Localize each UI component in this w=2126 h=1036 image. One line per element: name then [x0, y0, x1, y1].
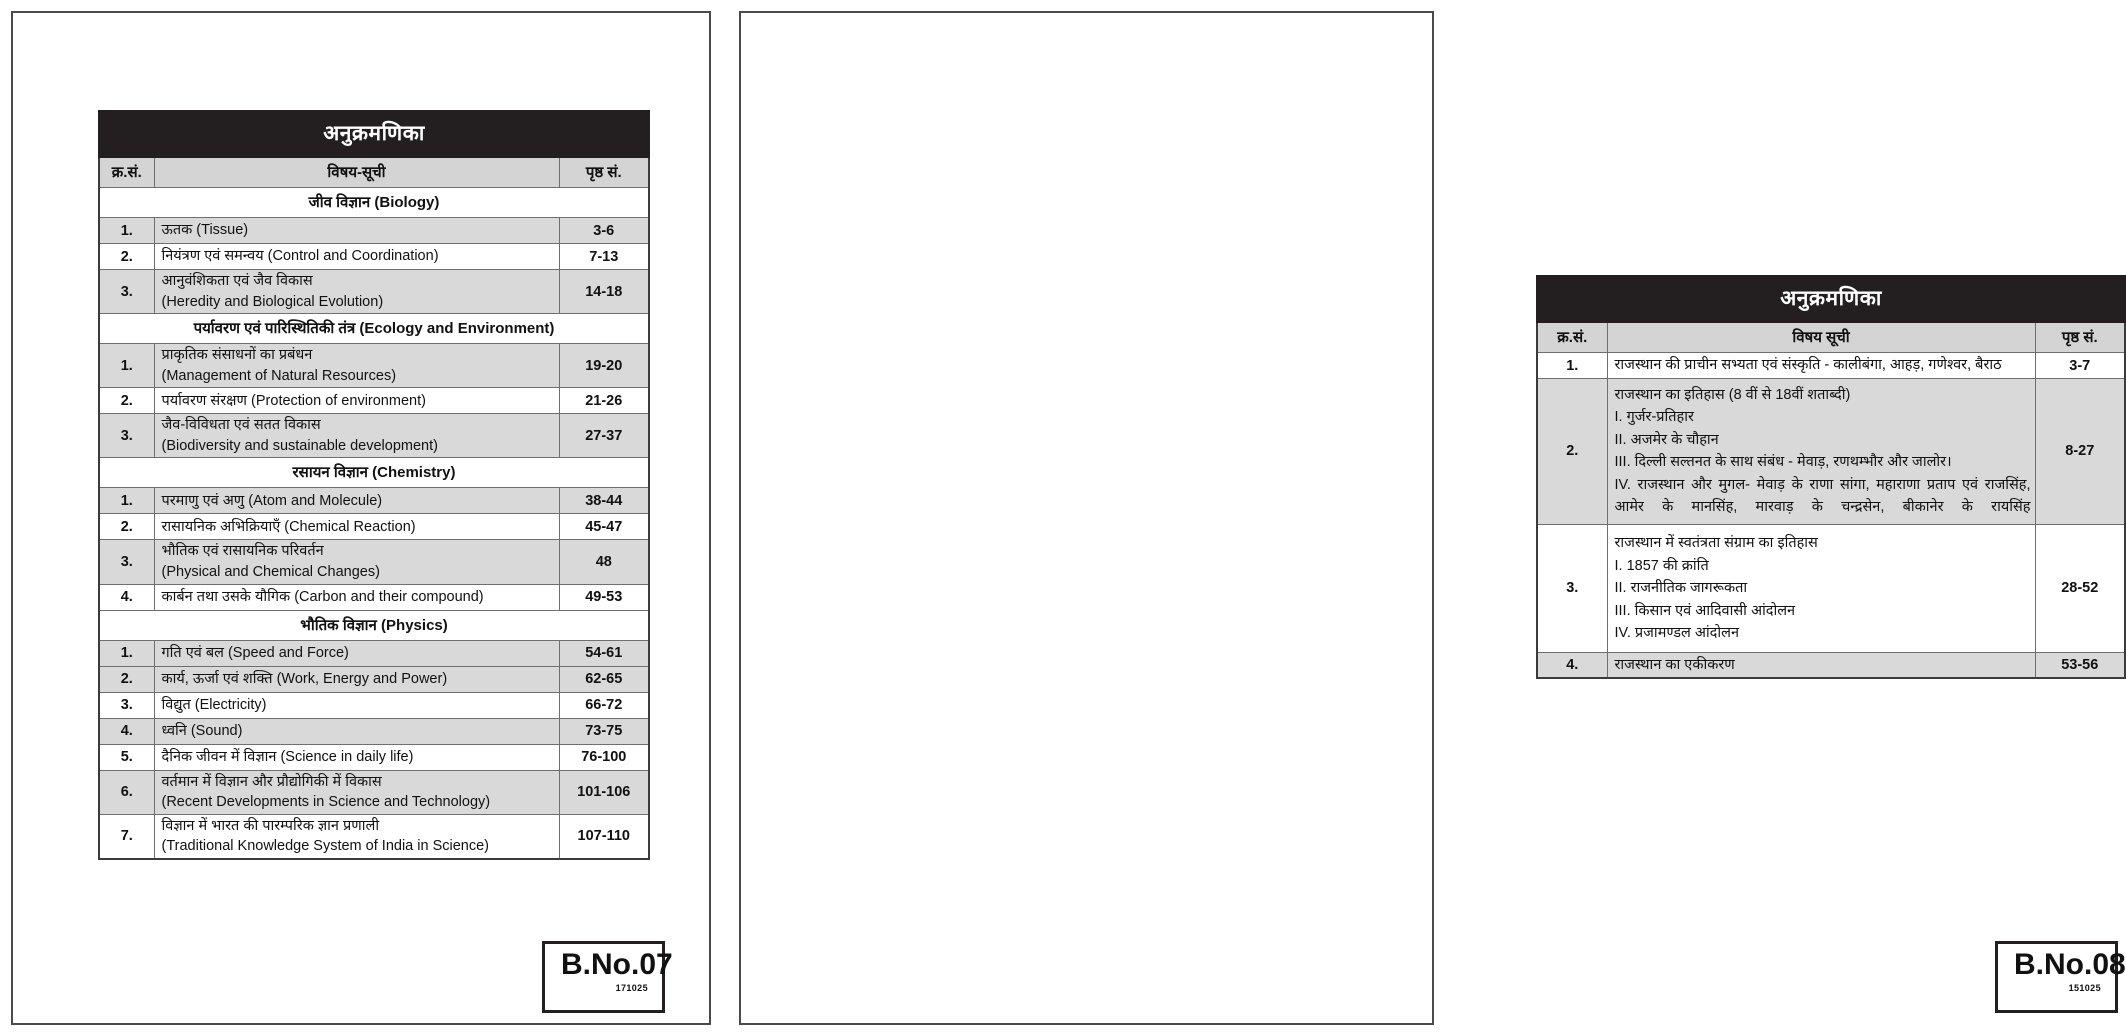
booklet-number-stamp-right	[1995, 941, 2126, 1013]
row-subitem: IV. राजस्थान और मुगल- मेवाड़ के राणा सांगा, महाराणा प्रताप एवं राजसिंह, आमेर के मानसिंह, मारवाड़ के चन्द्रसेन, बीकानेर के रायसिंह	[1614, 476, 2031, 516]
row-page: 73-75	[559, 718, 649, 744]
table-row	[99, 218, 649, 244]
row-page: 27-37	[559, 414, 649, 458]
row-sno: 1.	[1537, 353, 1607, 379]
page-left	[11, 11, 711, 1025]
row-subject: ऊतक (Tissue)	[154, 218, 559, 244]
table-row	[99, 244, 649, 270]
table-row	[99, 744, 649, 770]
row-page: 53-56	[2035, 652, 2125, 678]
row-page: 49-53	[559, 584, 649, 610]
row-page: 28-52	[2035, 524, 2125, 652]
booklet-number-label: B.No.07	[561, 948, 673, 981]
row-sno: 7.	[99, 814, 154, 859]
row-subject: प्राकृतिक संसाधनों का प्रबंधन (Management of Natural Resources)	[154, 344, 559, 388]
row-page: 62-65	[559, 666, 649, 692]
table-row	[99, 640, 649, 666]
row-sno: 2.	[99, 514, 154, 540]
row-subject: जैव-विविधता एवं सतत विकास (Biodiversity and sustainable development)	[154, 414, 559, 458]
row-subject	[1607, 524, 2035, 652]
row-page: 76-100	[559, 744, 649, 770]
section-header-chemistry: रसायन विज्ञान (Chemistry)	[99, 458, 649, 488]
row-subject: विद्युत (Electricity)	[154, 692, 559, 718]
row-page: 107-110	[559, 814, 649, 859]
section-header-biology: जीव विज्ञान (Biology)	[99, 188, 649, 218]
table-row	[99, 388, 649, 414]
table-row	[99, 814, 649, 859]
row-subitem: IV. प्रजामण्डल आंदोलन	[1614, 625, 1740, 642]
row-subject: रासायनिक अभिक्रियाएँ (Chemical Reaction)	[154, 514, 559, 540]
row-sno: 4.	[1537, 652, 1607, 678]
row-page: 8-27	[2035, 379, 2125, 525]
table-of-contents-science	[98, 110, 650, 860]
row-sno: 4.	[99, 584, 154, 610]
row-page: 19-20	[559, 344, 649, 388]
section-header-ecology: पर्यावरण एवं पारिस्थितिकी तंत्र (Ecology and Environment)	[99, 314, 649, 344]
row-page: 3-6	[559, 218, 649, 244]
row-sno: 2.	[99, 388, 154, 414]
row-sno: 3.	[99, 270, 154, 314]
booklet-date-code: 171025	[615, 983, 648, 993]
row-subject: वर्तमान में विज्ञान और प्रौद्योगिकी में विकास (Recent Developments in Science and Technology)	[154, 770, 559, 814]
section-header-physics: भौतिक विज्ञान (Physics)	[99, 610, 649, 640]
row-page: 21-26	[559, 388, 649, 414]
row-sno: 1.	[99, 640, 154, 666]
row-subitem: III. दिल्ली सल्तनत के साथ संबंध - मेवाड़, रणथम्भौर और जालोर।	[1614, 454, 1952, 471]
table-row	[99, 666, 649, 692]
row-subject-heading: राजस्थान का इतिहास (8 वीं से 18वीं शताब्दी)	[1614, 387, 1851, 403]
row-subitem: II. अजमेर के चौहान	[1614, 431, 1719, 448]
row-subject: कार्बन तथा उसके यौगिक (Carbon and their compound)	[154, 584, 559, 610]
table-of-contents-rajasthan-history	[1536, 275, 2126, 679]
row-subject: विज्ञान में भारत की पारम्परिक ज्ञान प्रणाली (Traditional Knowledge System of India in Science)	[154, 814, 559, 859]
table-row	[1537, 379, 2125, 525]
row-subject-heading: राजस्थान में स्वतंत्रता संग्राम का इतिहास	[1614, 535, 1818, 552]
row-subject: कार्य, ऊर्जा एवं शक्ति (Work, Energy and Power)	[154, 666, 559, 692]
col-header-subject-right: विषय सूची	[1607, 322, 2035, 353]
toc-title-left: अनुक्रमणिका	[99, 111, 649, 157]
row-page: 45-47	[559, 514, 649, 540]
booklet-number-stamp-left	[542, 941, 673, 1013]
col-header-subject-left: विषय-सूची	[154, 157, 559, 188]
row-subitem: I. 1857 की क्रांति	[1614, 557, 1709, 574]
row-sno: 2.	[99, 666, 154, 692]
row-page: 38-44	[559, 488, 649, 514]
row-subject: राजस्थान की प्राचीन सभ्यता एवं संस्कृति - कालीबंगा, आहड़, गणेश्वर, बैराठ	[1607, 353, 2035, 379]
table-row	[99, 770, 649, 814]
row-sno: 3.	[99, 414, 154, 458]
table-row	[99, 540, 649, 584]
row-subject: राजस्थान का एकीकरण	[1607, 652, 2035, 678]
row-page: 7-13	[559, 244, 649, 270]
row-sno: 6.	[99, 770, 154, 814]
table-row	[1537, 353, 2125, 379]
row-sno: 3.	[99, 692, 154, 718]
row-page: 66-72	[559, 692, 649, 718]
table-row	[99, 514, 649, 540]
table-row	[1537, 652, 2125, 678]
table-row	[99, 692, 649, 718]
row-subject: पर्यावरण संरक्षण (Protection of environment)	[154, 388, 559, 414]
booklet-number-label: B.No.08	[2014, 948, 2126, 981]
row-subject: भौतिक एवं रासायनिक परिवर्तन (Physical and Chemical Changes)	[154, 540, 559, 584]
row-page: 54-61	[559, 640, 649, 666]
row-sno: 5.	[99, 744, 154, 770]
row-subject: ध्वनि (Sound)	[154, 718, 559, 744]
table-row	[99, 270, 649, 314]
row-sno: 2.	[99, 244, 154, 270]
row-sno: 2.	[1537, 379, 1607, 525]
toc-title-right: अनुक्रमणिका	[1537, 276, 2125, 322]
table-row	[99, 488, 649, 514]
row-sno: 3.	[1537, 524, 1607, 652]
col-header-page-right: पृष्ठ सं.	[2035, 322, 2125, 353]
col-header-sno-right: क्र.सं.	[1537, 322, 1607, 353]
row-subject: दैनिक जीवन में विज्ञान (Science in daily life)	[154, 744, 559, 770]
row-subject: परमाणु एवं अणु (Atom and Molecule)	[154, 488, 559, 514]
row-subitem: II. राजनीतिक जागरूकता	[1614, 580, 1748, 597]
table-row	[99, 344, 649, 388]
row-sno: 1.	[99, 488, 154, 514]
row-sno: 4.	[99, 718, 154, 744]
row-sno: 3.	[99, 540, 154, 584]
table-row	[99, 414, 649, 458]
row-subitem: I. गुर्जर-प्रतिहार	[1614, 409, 1694, 426]
row-sno: 1.	[99, 344, 154, 388]
table-row	[99, 584, 649, 610]
col-header-sno-left: क्र.सं.	[99, 157, 154, 188]
table-row	[99, 718, 649, 744]
row-subject	[1607, 379, 2035, 525]
col-header-page-left: पृष्ठ सं.	[559, 157, 649, 188]
row-page: 48	[559, 540, 649, 584]
row-subitem: III. किसान एवं आदिवासी आंदोलन	[1614, 602, 1796, 619]
row-subject: नियंत्रण एवं समन्वय (Control and Coordination)	[154, 244, 559, 270]
page-right	[739, 11, 2126, 1025]
row-page: 3-7	[2035, 353, 2125, 379]
row-subject: गति एवं बल (Speed and Force)	[154, 640, 559, 666]
row-page: 14-18	[559, 270, 649, 314]
row-sno: 1.	[99, 218, 154, 244]
booklet-date-code: 151025	[2068, 983, 2101, 993]
row-page: 101-106	[559, 770, 649, 814]
row-subject: आनुवंशिकता एवं जैव विकास (Heredity and Biological Evolution)	[154, 270, 559, 314]
table-row	[1537, 524, 2125, 652]
